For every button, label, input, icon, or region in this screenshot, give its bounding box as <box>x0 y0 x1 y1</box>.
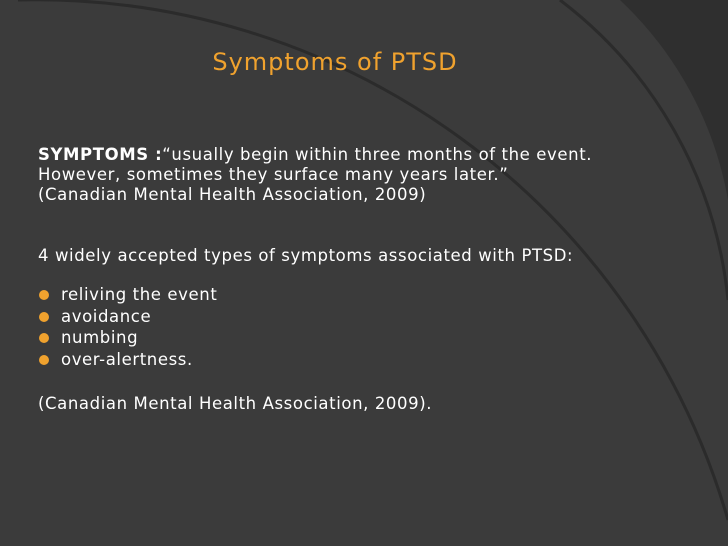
bullet-dot-icon <box>39 355 49 365</box>
symptom-list <box>38 284 688 370</box>
list-item <box>38 349 688 371</box>
list-item <box>38 284 688 306</box>
intro-paragraph <box>38 145 688 165</box>
list-item <box>38 306 688 328</box>
closing-citation: (Canadian Mental Health Association, 2009). <box>38 394 433 413</box>
list-item-label: reliving the event <box>61 285 218 304</box>
list-item-label: over-alertness. <box>61 349 193 369</box>
bullet-dot-icon <box>39 333 49 343</box>
bullet-dot-icon <box>39 312 49 322</box>
symptoms-label: SYMPTOMS : <box>38 145 163 164</box>
list-item-label: avoidance <box>61 306 152 326</box>
intro-quote-line2: However, sometimes they surface many years later.” <box>38 165 509 184</box>
list-item-label: numbing <box>61 328 139 347</box>
slide-title: Symptoms of PTSD <box>212 48 458 76</box>
types-heading: 4 widely accepted types of symptoms associated with PTSD: <box>38 246 574 265</box>
slide-body <box>38 145 688 414</box>
bullet-dot-icon <box>39 290 49 300</box>
intro-citation: (Canadian Mental Health Association, 2009) <box>38 185 427 204</box>
intro-quote-line1: “usually begin within three months of the event. <box>162 145 593 164</box>
list-item <box>38 327 688 349</box>
